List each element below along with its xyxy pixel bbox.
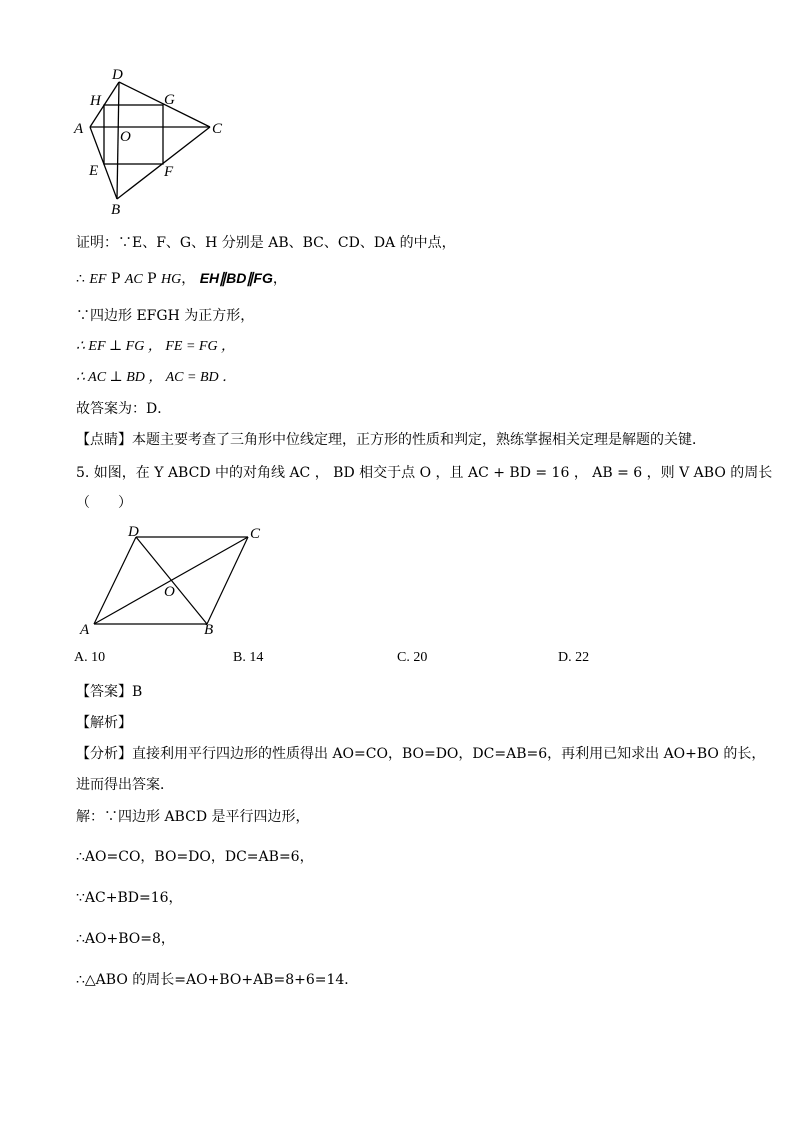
diagonal-DB [117,82,119,199]
proof-line-3: ∵四边形 EFGH 为正方形， [76,308,255,324]
choice-a: A. 10 [74,650,106,665]
choice-c: C. 20 [397,650,428,665]
label-H: H [90,93,101,109]
analysis-line-2: 进而得出答案． [76,777,174,793]
label-A: A [80,622,90,638]
analysis-line-1: 【分析】直接利用平行四边形的性质得出 AO=CO，BO=DO，DC=AB=6，再利用已知求出 AO+BO 的长， [76,746,766,762]
label-B: B [204,622,214,638]
figure-parallelogram [74,522,274,640]
label-O: O [164,584,175,600]
proof-line-5: ∴ AC ⊥ BD ， AC = BD ． [76,370,237,385]
solution-line-3: ∵AC+BD=16， [76,890,183,906]
answer: 【答案】B [76,684,143,700]
square-EFGH [104,105,163,164]
diagonal-DB [136,537,207,624]
solution-line-2: ∴AO=CO，BO=DO，DC=AB=6， [76,849,314,865]
choice-b: B. 14 [233,650,264,665]
analysis-heading: 【解析】 [76,715,132,731]
solution-line-1: 解：∵四边形 ABCD 是平行四边形， [76,809,310,825]
label-D: D [112,67,123,83]
label-O: O [120,129,131,145]
solution-line-4: ∴AO+BO=8， [76,931,175,947]
label-A: A [74,121,84,137]
solution-line-5: ∴△ABO 的周长=AO+BO+AB=8+6=14． [76,972,359,988]
label-F: F [164,164,174,180]
label-G: G [164,92,175,108]
label-D: D [128,524,139,540]
segment-CB [207,537,248,624]
question-5-blank: （ ） [76,495,132,511]
proof-line-6: 故答案为：D． [76,401,172,417]
proof-line-4: ∴ EF ⊥ FG ， FE = FG ， [76,339,236,354]
question-5-stem: 5. 如图，在 Y ABCD 中的对角线 AC ， BD 相交于点 O ，且 AC + BD = 16 ， AB = 6 ，则 V ABO 的周长 [76,465,773,481]
proof-note: 【点睛】本题主要考查了三角形中位线定理，正方形的性质和判定，熟练掌握相关定理是解题的关键． [76,432,706,448]
label-B: B [111,202,121,218]
figure-kite-square [70,62,240,222]
segment-AD [94,537,136,624]
label-E: E [89,163,99,179]
proof-line-1: 证明：∵E、F、G、H 分别是 AB、BC、CD、DA 的中点， [76,235,456,251]
label-C: C [212,121,223,137]
proof-line-2: ∴ EF P AC P HG， EH∥BD∥FG， [76,270,287,287]
choice-d: D. 22 [558,650,590,665]
label-C: C [250,526,261,542]
